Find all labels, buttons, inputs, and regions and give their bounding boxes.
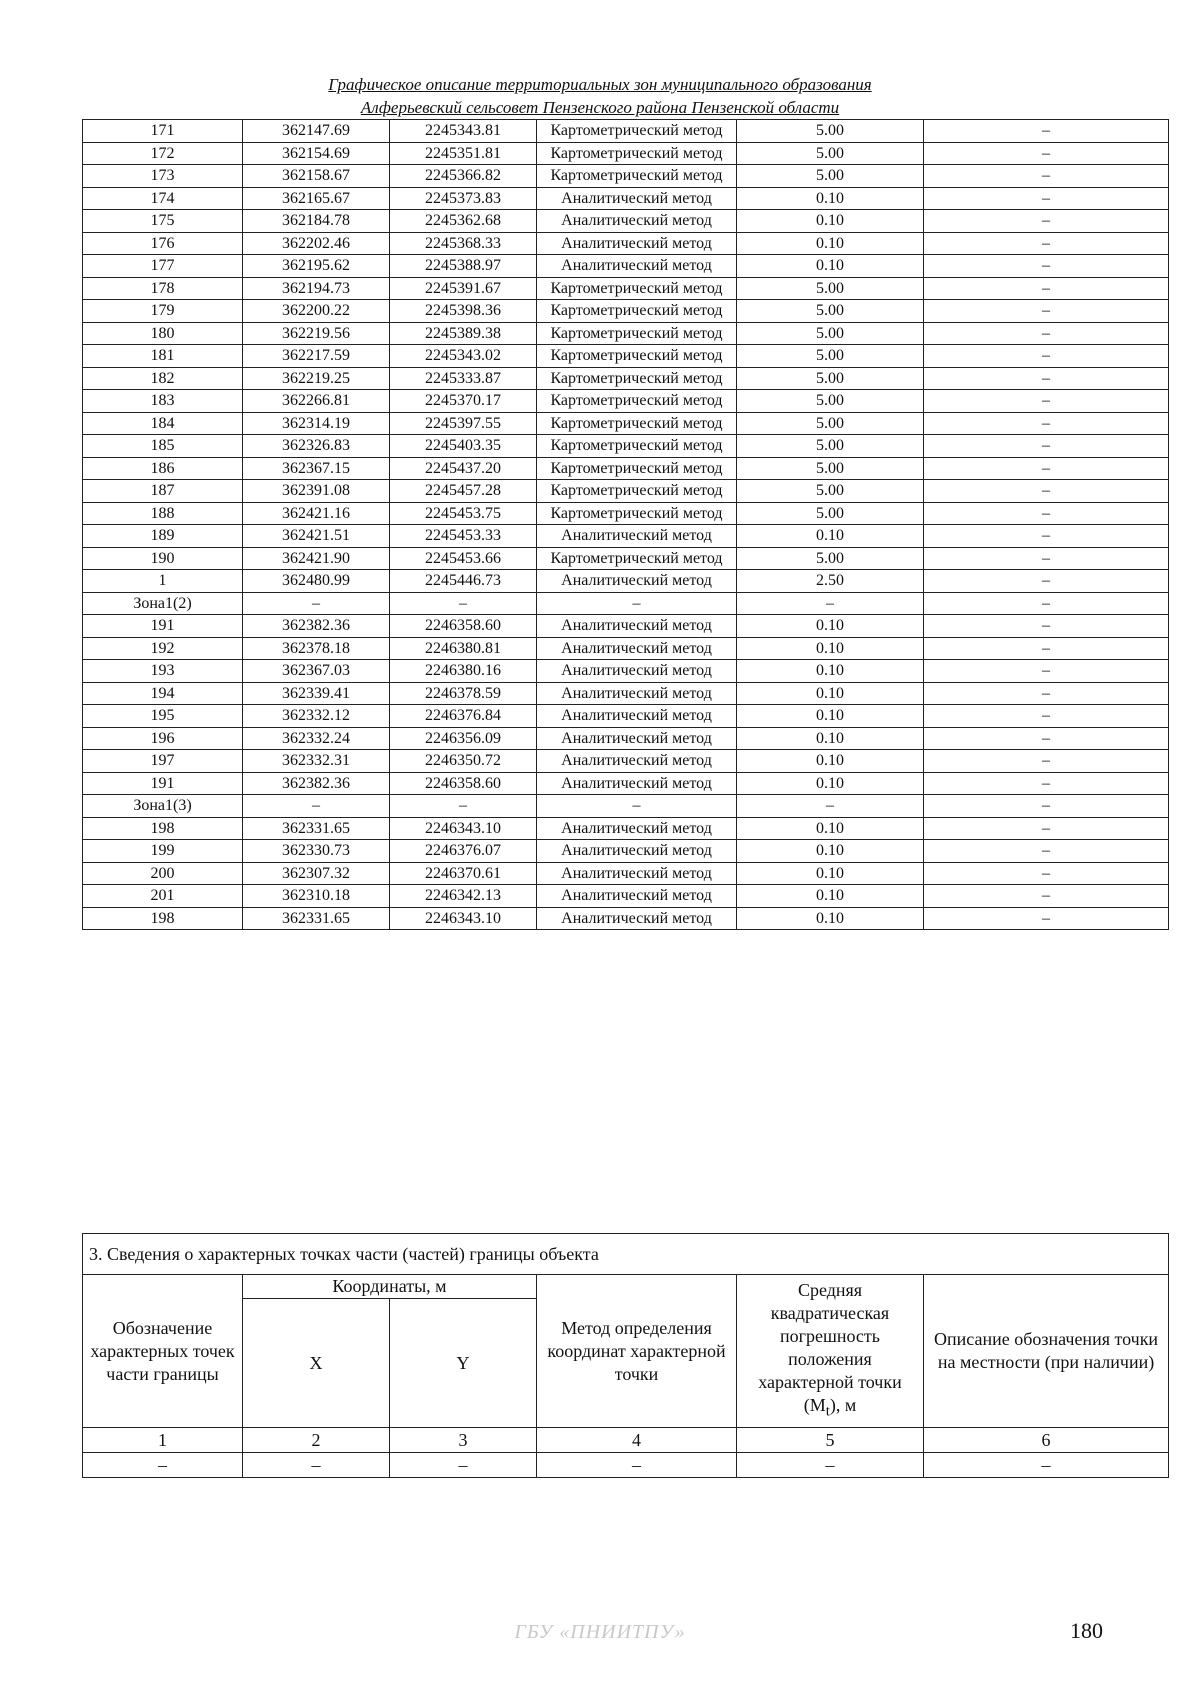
- x-cell: 362332.24: [243, 727, 390, 750]
- header-point-designation: Обозначение характерных точек части границы: [83, 1275, 243, 1428]
- description-cell: –: [924, 390, 1169, 413]
- method-cell: Картометрический метод: [537, 367, 737, 390]
- method-cell: Аналитический метод: [537, 255, 737, 278]
- table-row: [83, 727, 1169, 750]
- table-row: [83, 682, 1169, 705]
- description-cell: –: [924, 502, 1169, 525]
- table-row: [83, 142, 1169, 165]
- point-cell: 197: [83, 750, 243, 773]
- method-cell: Картометрический метод: [537, 322, 737, 345]
- section-3-table: [82, 1233, 1169, 1478]
- point-cell: 191: [83, 772, 243, 795]
- error-cell: 5.00: [737, 457, 924, 480]
- table-row: [83, 502, 1169, 525]
- y-cell: 2246343.10: [390, 817, 537, 840]
- point-cell: 172: [83, 142, 243, 165]
- y-cell: –: [390, 795, 537, 818]
- table-row: [83, 367, 1169, 390]
- description-cell: –: [924, 547, 1169, 570]
- point-cell: 190: [83, 547, 243, 570]
- method-cell: Картометрический метод: [537, 120, 737, 143]
- method-cell: Картометрический метод: [537, 300, 737, 323]
- table-row: [83, 255, 1169, 278]
- table-row: [83, 705, 1169, 728]
- method-cell: Аналитический метод: [537, 705, 737, 728]
- method-cell: Картометрический метод: [537, 435, 737, 458]
- x-cell: –: [243, 795, 390, 818]
- point-cell: 179: [83, 300, 243, 323]
- y-cell: 2245373.83: [390, 187, 537, 210]
- x-cell: 362367.03: [243, 660, 390, 683]
- point-cell: 198: [83, 817, 243, 840]
- error-cell: 5.00: [737, 480, 924, 503]
- y-cell: 2246376.84: [390, 705, 537, 728]
- error-cell: 5.00: [737, 390, 924, 413]
- y-cell: 2245366.82: [390, 165, 537, 188]
- description-cell: –: [924, 615, 1169, 638]
- table-row: [83, 232, 1169, 255]
- description-cell: –: [924, 637, 1169, 660]
- table-row: [83, 615, 1169, 638]
- x-cell: 362326.83: [243, 435, 390, 458]
- table-row: [83, 592, 1169, 615]
- point-cell: Зона1(3): [83, 795, 243, 818]
- description-cell: –: [924, 907, 1169, 930]
- description-cell: –: [924, 435, 1169, 458]
- point-cell: 181: [83, 345, 243, 368]
- x-cell: 362184.78: [243, 210, 390, 233]
- point-cell: 188: [83, 502, 243, 525]
- point-cell: 183: [83, 390, 243, 413]
- method-cell: Аналитический метод: [537, 817, 737, 840]
- y-cell: 2245446.73: [390, 570, 537, 593]
- description-cell: –: [924, 322, 1169, 345]
- point-cell: 174: [83, 187, 243, 210]
- method-cell: Аналитический метод: [537, 187, 737, 210]
- point-cell: 187: [83, 480, 243, 503]
- method-cell: Аналитический метод: [537, 570, 737, 593]
- x-cell: 362332.31: [243, 750, 390, 773]
- error-cell: 5.00: [737, 142, 924, 165]
- error-cell: 5.00: [737, 412, 924, 435]
- error-cell: 0.10: [737, 525, 924, 548]
- table-row: [83, 300, 1169, 323]
- table-row: [83, 457, 1169, 480]
- table-row: [83, 345, 1169, 368]
- description-cell: –: [924, 525, 1169, 548]
- x-cell: 362480.99: [243, 570, 390, 593]
- y-cell: 2245397.55: [390, 412, 537, 435]
- error-cell: 5.00: [737, 367, 924, 390]
- method-cell: Аналитический метод: [537, 772, 737, 795]
- y-cell: 2245403.35: [390, 435, 537, 458]
- description-cell: –: [924, 210, 1169, 233]
- point-cell: 201: [83, 885, 243, 908]
- point-cell: 178: [83, 277, 243, 300]
- method-cell: Аналитический метод: [537, 862, 737, 885]
- point-cell: 189: [83, 525, 243, 548]
- x-cell: 362314.19: [243, 412, 390, 435]
- y-cell: 2245389.38: [390, 322, 537, 345]
- x-cell: 362202.46: [243, 232, 390, 255]
- header-x: X: [243, 1299, 390, 1428]
- point-cell: 182: [83, 367, 243, 390]
- header-mean-error-subscript: t: [825, 1403, 830, 1420]
- point-cell: 191: [83, 615, 243, 638]
- description-cell: –: [924, 232, 1169, 255]
- x-cell: 362158.67: [243, 165, 390, 188]
- description-cell: –: [924, 142, 1169, 165]
- description-cell: –: [924, 412, 1169, 435]
- x-cell: 362310.18: [243, 885, 390, 908]
- y-cell: –: [390, 592, 537, 615]
- x-cell: 362339.41: [243, 682, 390, 705]
- error-cell: 5.00: [737, 165, 924, 188]
- x-cell: 362307.32: [243, 862, 390, 885]
- empty-cell: –: [924, 1453, 1169, 1478]
- column-number: 4: [537, 1428, 737, 1453]
- error-cell: 0.10: [737, 862, 924, 885]
- footer-organization: ГБУ «ПНИИТПУ»: [514, 1621, 686, 1643]
- column-number: 5: [737, 1428, 924, 1453]
- table-row: [83, 570, 1169, 593]
- point-cell: 180: [83, 322, 243, 345]
- x-cell: 362367.15: [243, 457, 390, 480]
- description-cell: –: [924, 862, 1169, 885]
- description-cell: –: [924, 457, 1169, 480]
- error-cell: 5.00: [737, 502, 924, 525]
- x-cell: 362195.62: [243, 255, 390, 278]
- error-cell: 0.10: [737, 210, 924, 233]
- y-cell: 2246356.09: [390, 727, 537, 750]
- x-cell: 362266.81: [243, 390, 390, 413]
- table-row: [83, 277, 1169, 300]
- point-cell: 200: [83, 862, 243, 885]
- table-row: [83, 210, 1169, 233]
- error-cell: 0.10: [737, 772, 924, 795]
- error-cell: 5.00: [737, 435, 924, 458]
- table-row: [83, 660, 1169, 683]
- x-cell: 362382.36: [243, 615, 390, 638]
- point-cell: Зона1(2): [83, 592, 243, 615]
- error-cell: 0.10: [737, 637, 924, 660]
- y-cell: 2245370.17: [390, 390, 537, 413]
- method-cell: Аналитический метод: [537, 232, 737, 255]
- method-cell: –: [537, 795, 737, 818]
- method-cell: Картометрический метод: [537, 165, 737, 188]
- header-line-2: Алферьевский сельсовет Пензенского района Пензенской области: [360, 98, 840, 117]
- document-header: [0, 73, 1200, 119]
- x-cell: 362217.59: [243, 345, 390, 368]
- coordinates-table: [82, 119, 1169, 930]
- description-cell: –: [924, 255, 1169, 278]
- description-cell: –: [924, 817, 1169, 840]
- method-cell: Аналитический метод: [537, 660, 737, 683]
- y-cell: 2246376.07: [390, 840, 537, 863]
- x-cell: 362378.18: [243, 637, 390, 660]
- table-row: [83, 817, 1169, 840]
- x-cell: 362331.65: [243, 907, 390, 930]
- method-cell: Аналитический метод: [537, 840, 737, 863]
- point-cell: 186: [83, 457, 243, 480]
- point-cell: 185: [83, 435, 243, 458]
- description-cell: –: [924, 120, 1169, 143]
- error-cell: 0.10: [737, 187, 924, 210]
- point-cell: 198: [83, 907, 243, 930]
- table-row: [83, 525, 1169, 548]
- y-cell: 2245453.66: [390, 547, 537, 570]
- method-cell: Аналитический метод: [537, 525, 737, 548]
- description-cell: –: [924, 705, 1169, 728]
- error-cell: 0.10: [737, 727, 924, 750]
- method-cell: Картометрический метод: [537, 547, 737, 570]
- x-cell: 362331.65: [243, 817, 390, 840]
- error-cell: 5.00: [737, 547, 924, 570]
- table-row: [83, 412, 1169, 435]
- x-cell: 362154.69: [243, 142, 390, 165]
- header-description: Описание обозначения точки на местности (при наличии): [924, 1275, 1169, 1428]
- y-cell: 2245391.67: [390, 277, 537, 300]
- method-cell: Аналитический метод: [537, 615, 737, 638]
- description-cell: –: [924, 277, 1169, 300]
- description-cell: –: [924, 592, 1169, 615]
- error-cell: 0.10: [737, 255, 924, 278]
- table-row: [83, 547, 1169, 570]
- method-cell: –: [537, 592, 737, 615]
- section-3-title: 3. Сведения о характерных точках части (частей) границы объекта: [83, 1234, 1169, 1275]
- description-cell: –: [924, 165, 1169, 188]
- column-number: 2: [243, 1428, 390, 1453]
- table-row: [83, 390, 1169, 413]
- table-row: [83, 795, 1169, 818]
- point-cell: 196: [83, 727, 243, 750]
- x-cell: 362421.90: [243, 547, 390, 570]
- table-row: [83, 885, 1169, 908]
- method-cell: Аналитический метод: [537, 682, 737, 705]
- error-cell: 0.10: [737, 682, 924, 705]
- point-cell: 193: [83, 660, 243, 683]
- method-cell: Картометрический метод: [537, 480, 737, 503]
- description-cell: –: [924, 750, 1169, 773]
- table-row: [83, 637, 1169, 660]
- coordinates-table-body: [83, 120, 1169, 930]
- description-cell: –: [924, 480, 1169, 503]
- header-mean-error: [737, 1275, 924, 1428]
- header-y: Y: [390, 1299, 537, 1428]
- point-cell: 199: [83, 840, 243, 863]
- error-cell: 0.10: [737, 660, 924, 683]
- y-cell: 2245453.75: [390, 502, 537, 525]
- y-cell: 2245398.36: [390, 300, 537, 323]
- method-cell: Аналитический метод: [537, 750, 737, 773]
- x-cell: 362421.51: [243, 525, 390, 548]
- description-cell: –: [924, 795, 1169, 818]
- table-row: [83, 322, 1169, 345]
- x-cell: 362194.73: [243, 277, 390, 300]
- error-cell: –: [737, 795, 924, 818]
- y-cell: 2245343.81: [390, 120, 537, 143]
- header-line-1: Графическое описание территориальных зон муниципального образования: [328, 75, 872, 94]
- y-cell: 2246380.16: [390, 660, 537, 683]
- error-cell: 5.00: [737, 345, 924, 368]
- x-cell: 362219.56: [243, 322, 390, 345]
- description-cell: –: [924, 570, 1169, 593]
- description-cell: –: [924, 187, 1169, 210]
- y-cell: 2246350.72: [390, 750, 537, 773]
- table-row: [83, 907, 1169, 930]
- method-cell: Картометрический метод: [537, 502, 737, 525]
- description-cell: –: [924, 345, 1169, 368]
- error-cell: 0.10: [737, 705, 924, 728]
- description-cell: –: [924, 367, 1169, 390]
- error-cell: 0.10: [737, 840, 924, 863]
- point-cell: 194: [83, 682, 243, 705]
- error-cell: 0.10: [737, 232, 924, 255]
- header-coordinates: Координаты, м: [243, 1275, 537, 1299]
- description-cell: –: [924, 682, 1169, 705]
- table-row: [83, 862, 1169, 885]
- y-cell: 2246370.61: [390, 862, 537, 885]
- method-cell: Картометрический метод: [537, 142, 737, 165]
- x-cell: 362332.12: [243, 705, 390, 728]
- table-row: [83, 120, 1169, 143]
- description-cell: –: [924, 885, 1169, 908]
- method-cell: Аналитический метод: [537, 885, 737, 908]
- header-mean-error-text: Средняя квадратическая погрешность положения характерной точки (М: [758, 1279, 902, 1415]
- method-cell: Аналитический метод: [537, 210, 737, 233]
- column-number: 6: [924, 1428, 1169, 1453]
- table-row: [83, 840, 1169, 863]
- method-cell: Картометрический метод: [537, 390, 737, 413]
- method-cell: Картометрический метод: [537, 457, 737, 480]
- x-cell: 362391.08: [243, 480, 390, 503]
- point-cell: 1: [83, 570, 243, 593]
- x-cell: 362219.25: [243, 367, 390, 390]
- point-cell: 171: [83, 120, 243, 143]
- empty-cell: –: [243, 1453, 390, 1478]
- y-cell: 2245333.87: [390, 367, 537, 390]
- y-cell: 2245368.33: [390, 232, 537, 255]
- header-method: Метод определения координат характерной точки: [537, 1275, 737, 1428]
- table-row: [83, 480, 1169, 503]
- error-cell: 0.10: [737, 615, 924, 638]
- y-cell: 2246380.81: [390, 637, 537, 660]
- table-row: [83, 187, 1169, 210]
- y-cell: 2246343.10: [390, 907, 537, 930]
- page-number: 180: [1070, 1618, 1103, 1643]
- y-cell: 2245362.68: [390, 210, 537, 233]
- description-cell: –: [924, 772, 1169, 795]
- table-row: [83, 165, 1169, 188]
- description-cell: –: [924, 660, 1169, 683]
- point-cell: 175: [83, 210, 243, 233]
- point-cell: 184: [83, 412, 243, 435]
- method-cell: Картометрический метод: [537, 412, 737, 435]
- description-cell: –: [924, 840, 1169, 863]
- y-cell: 2245351.81: [390, 142, 537, 165]
- y-cell: 2245453.33: [390, 525, 537, 548]
- error-cell: 0.10: [737, 907, 924, 930]
- description-cell: –: [924, 727, 1169, 750]
- x-cell: –: [243, 592, 390, 615]
- error-cell: 5.00: [737, 300, 924, 323]
- y-cell: 2246378.59: [390, 682, 537, 705]
- point-cell: 177: [83, 255, 243, 278]
- point-cell: 173: [83, 165, 243, 188]
- empty-cell: –: [737, 1453, 924, 1478]
- empty-cell: –: [83, 1453, 243, 1478]
- method-cell: Аналитический метод: [537, 907, 737, 930]
- empty-cell: –: [537, 1453, 737, 1478]
- error-cell: 2.50: [737, 570, 924, 593]
- empty-cell: –: [390, 1453, 537, 1478]
- y-cell: 2245457.28: [390, 480, 537, 503]
- x-cell: 362382.36: [243, 772, 390, 795]
- x-cell: 362330.73: [243, 840, 390, 863]
- x-cell: 362165.67: [243, 187, 390, 210]
- error-cell: 0.10: [737, 885, 924, 908]
- method-cell: Аналитический метод: [537, 637, 737, 660]
- y-cell: 2246358.60: [390, 615, 537, 638]
- column-number: 3: [390, 1428, 537, 1453]
- table-row: [83, 435, 1169, 458]
- error-cell: –: [737, 592, 924, 615]
- y-cell: 2246358.60: [390, 772, 537, 795]
- point-cell: 176: [83, 232, 243, 255]
- error-cell: 5.00: [737, 322, 924, 345]
- column-number: 1: [83, 1428, 243, 1453]
- x-cell: 362147.69: [243, 120, 390, 143]
- y-cell: 2245437.20: [390, 457, 537, 480]
- table-row: [83, 750, 1169, 773]
- error-cell: 0.10: [737, 750, 924, 773]
- y-cell: 2246342.13: [390, 885, 537, 908]
- error-cell: 5.00: [737, 120, 924, 143]
- table-row: [83, 772, 1169, 795]
- y-cell: 2245388.97: [390, 255, 537, 278]
- error-cell: 0.10: [737, 817, 924, 840]
- point-cell: 195: [83, 705, 243, 728]
- y-cell: 2245343.02: [390, 345, 537, 368]
- x-cell: 362421.16: [243, 502, 390, 525]
- header-mean-error-unit: ), м: [829, 1394, 857, 1415]
- method-cell: Картометрический метод: [537, 277, 737, 300]
- method-cell: Картометрический метод: [537, 345, 737, 368]
- method-cell: Аналитический метод: [537, 727, 737, 750]
- x-cell: 362200.22: [243, 300, 390, 323]
- error-cell: 5.00: [737, 277, 924, 300]
- description-cell: –: [924, 300, 1169, 323]
- point-cell: 192: [83, 637, 243, 660]
